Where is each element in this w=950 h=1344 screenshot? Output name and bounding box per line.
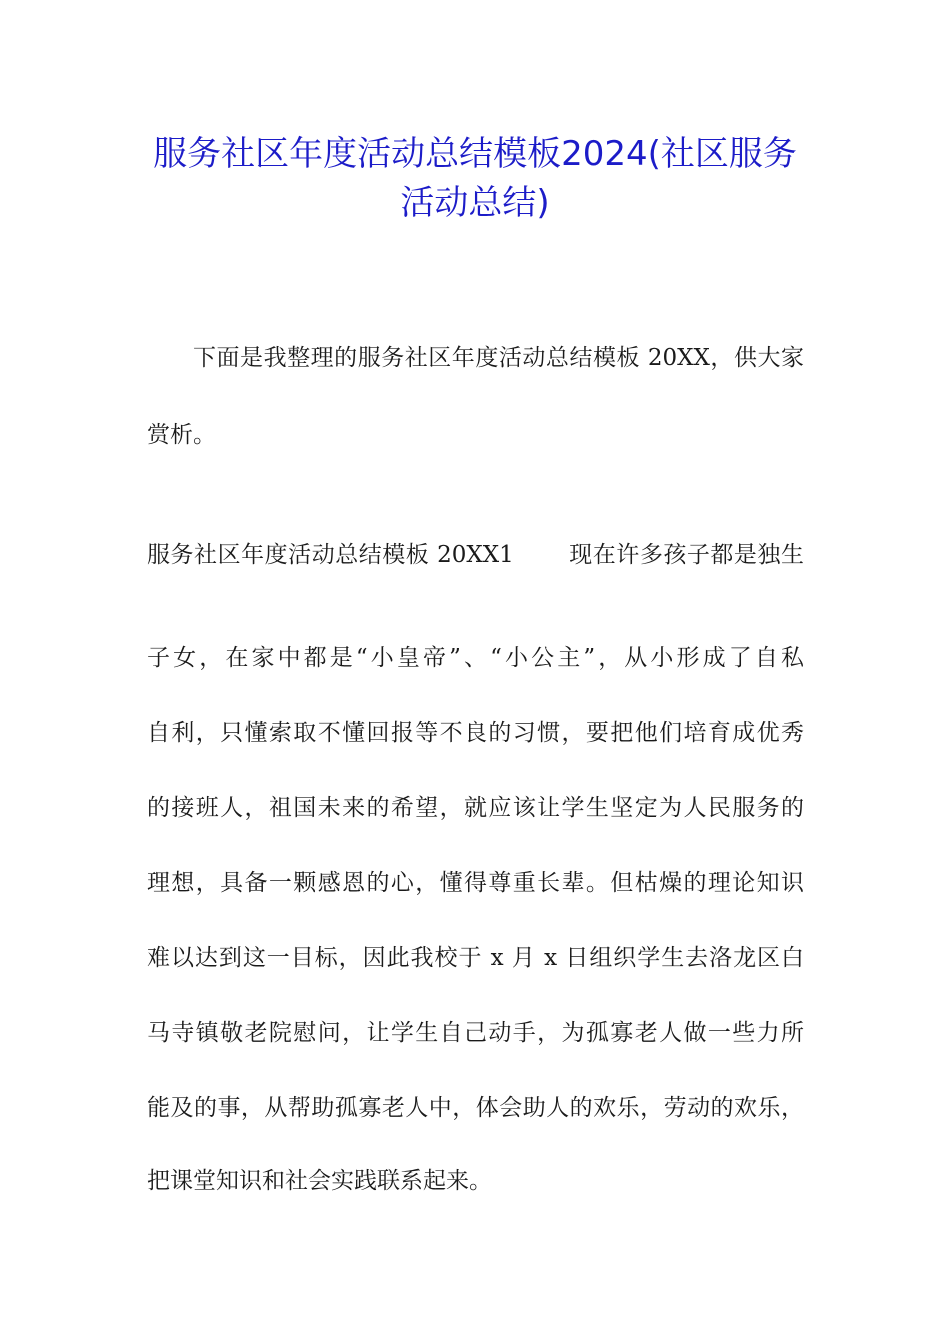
body-paragraph-line: 服务社区年度活动总结模板 20XX1 现在许多孩子都是独生: [147, 542, 804, 568]
body-paragraph-line: 子女，在家中都是“小皇帝”、“小公主”，从小形成了自私: [147, 645, 804, 671]
body-paragraph-line: 理想，具备一颗感恩的心，懂得尊重长辈。但枯燥的理论知识: [147, 870, 804, 896]
document-title-line-2: 活动总结): [400, 183, 550, 223]
body-paragraph-line: 把课堂知识和社会实践联系起来。: [147, 1168, 492, 1194]
document-title-line-1: 服务社区年度活动总结模板2024(社区服务: [153, 134, 797, 174]
body-paragraph-line: 马寺镇敬老院慰问，让学生自己动手，为孤寡老人做一些力所: [147, 1020, 804, 1046]
body-paragraph-line: 能及的事，从帮助孤寡老人中，体会助人的欢乐，劳动的欢乐，: [147, 1095, 804, 1121]
body-paragraph-line: 难以达到这一目标，因此我校于 x 月 x 日组织学生去洛龙区白: [147, 945, 804, 971]
intro-paragraph-line-1: 下面是我整理的服务社区年度活动总结模板 20XX，供大家: [193, 345, 804, 371]
intro-paragraph-line-2: 赏析。: [147, 422, 216, 448]
body-paragraph-line: 自利，只懂索取不懂回报等不良的习惯，要把他们培育成优秀: [147, 720, 804, 746]
body-paragraph-line: 的接班人，祖国未来的希望，就应该让学生坚定为人民服务的: [147, 795, 804, 821]
